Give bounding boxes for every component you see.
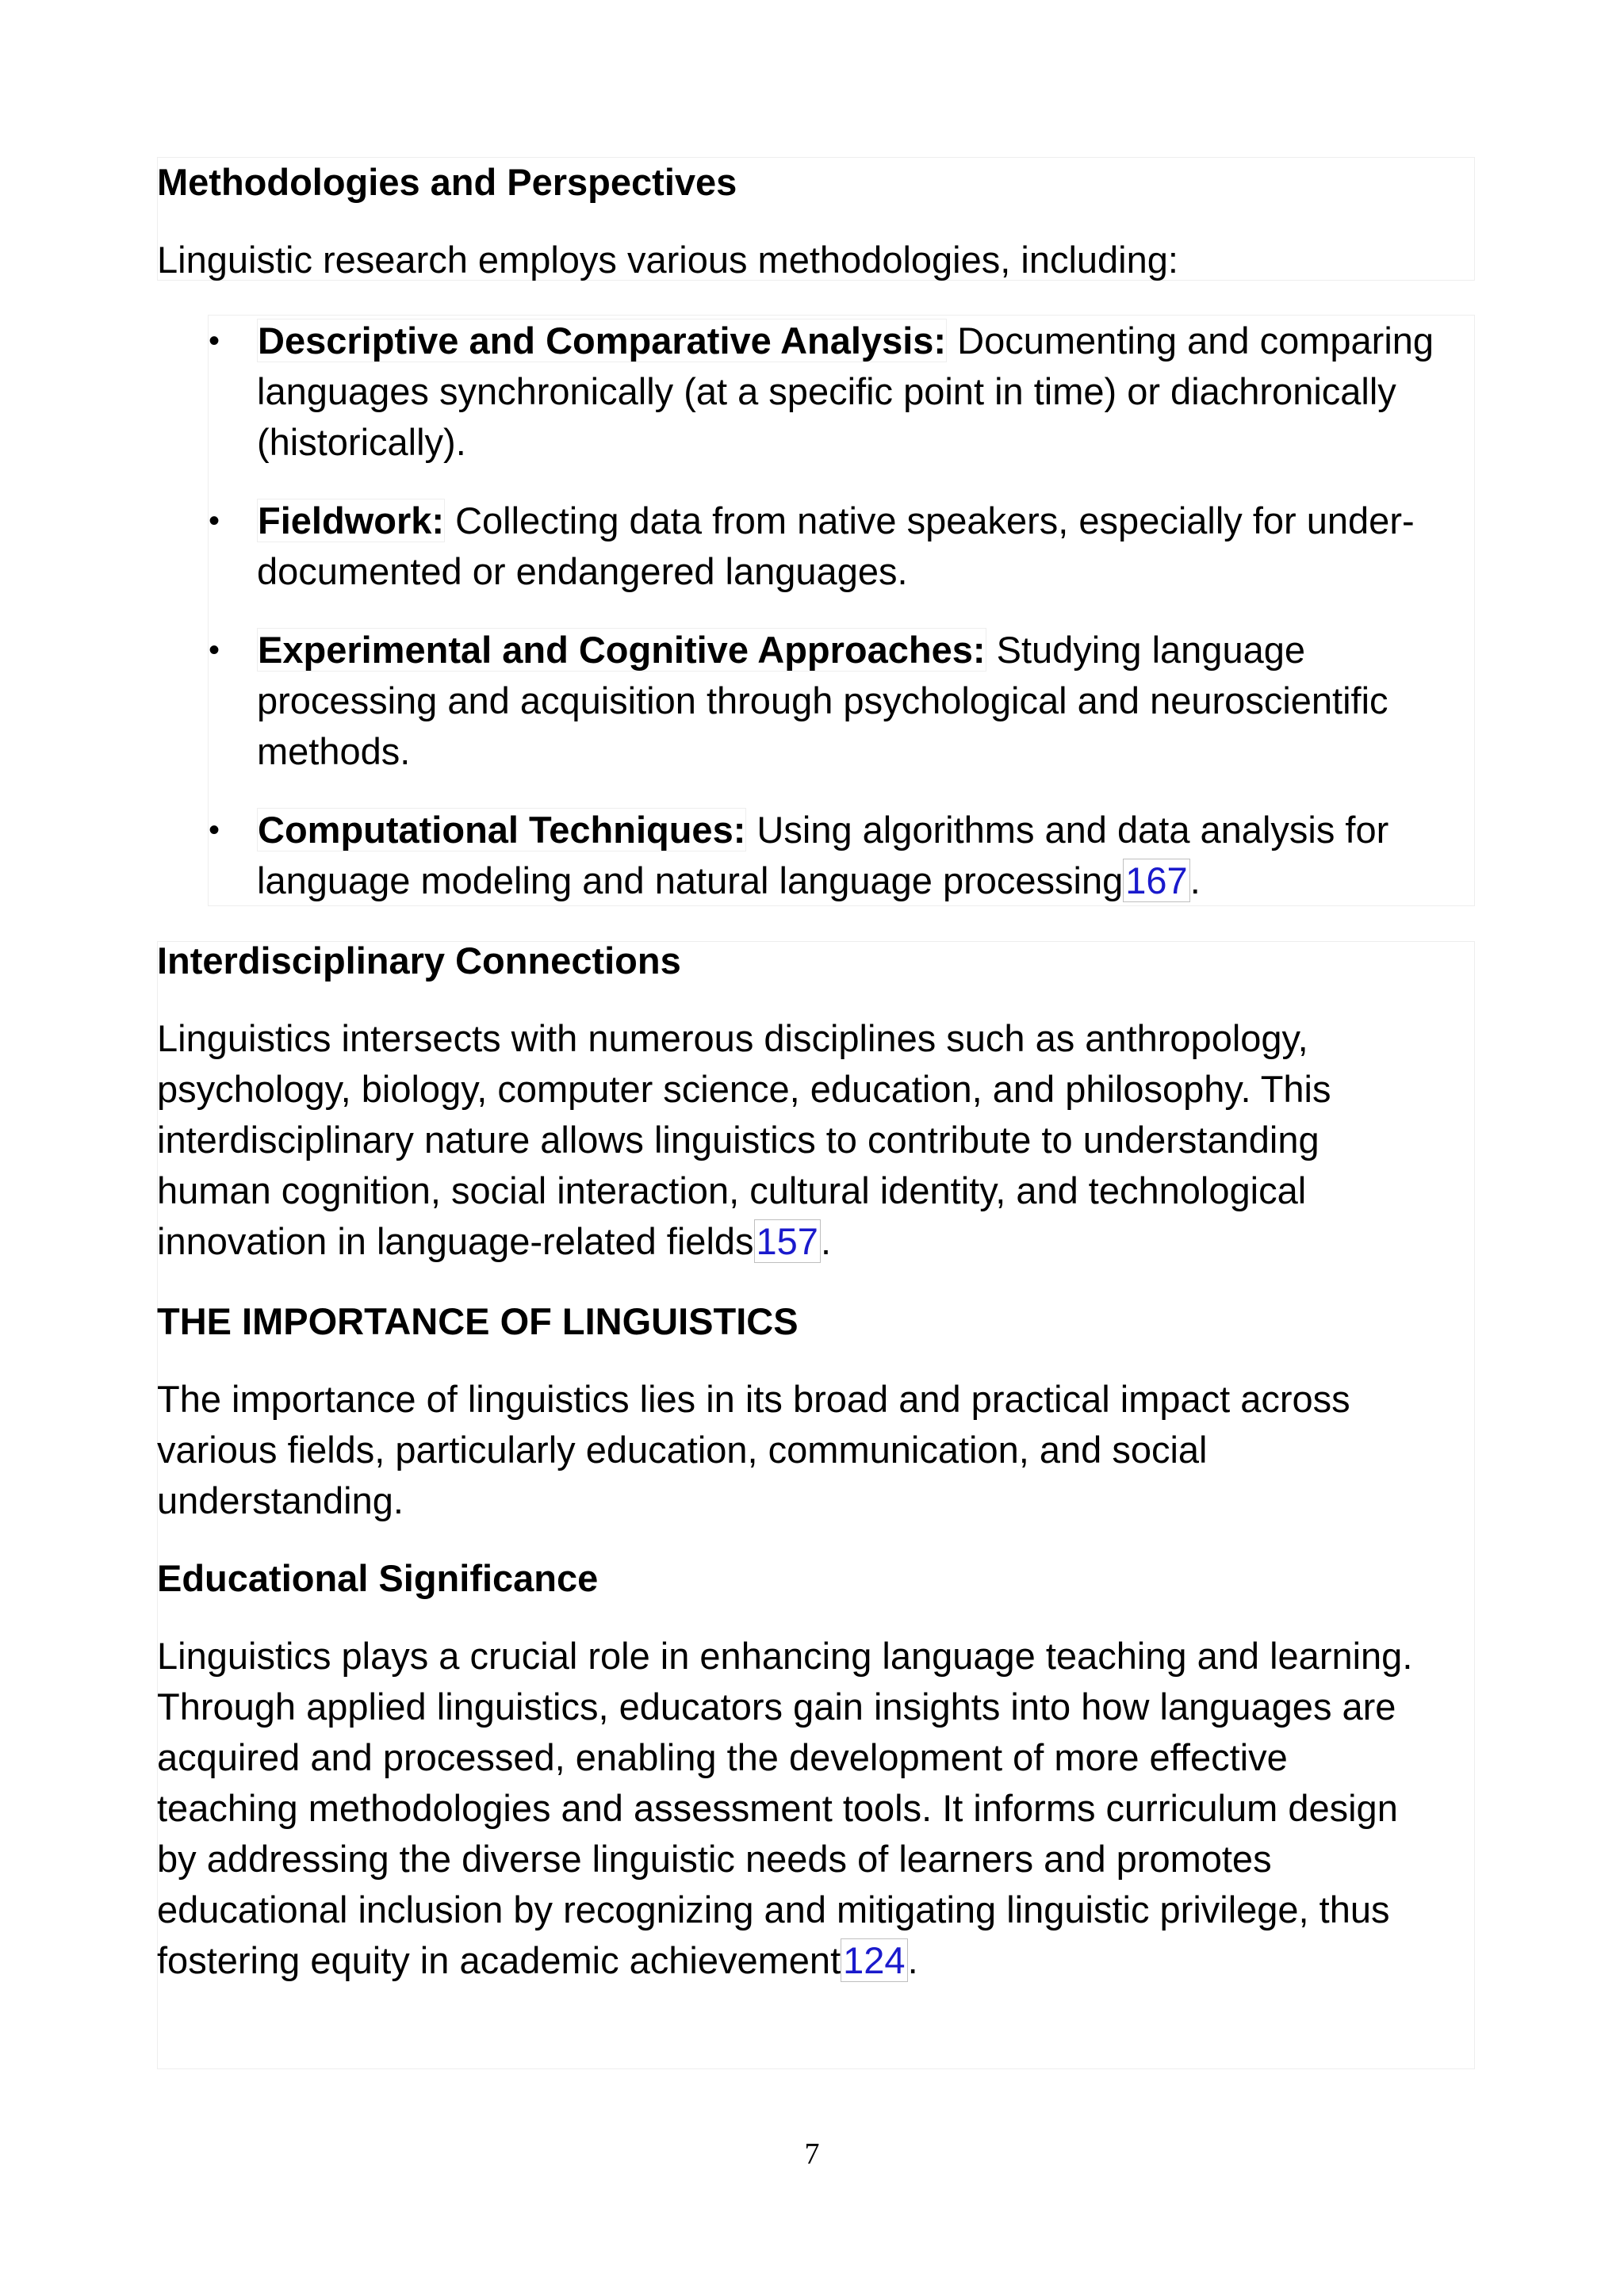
page-number: 7	[804, 2137, 820, 2171]
list-item-term: Fieldwork:	[258, 499, 445, 541]
paragraph-line: by addressing the diverse linguistic needs of learners and promotes	[157, 1838, 1272, 1880]
section-heading-methodologies: Methodologies and Perspectives	[157, 161, 737, 203]
paragraph-line: Linguistics intersects with numerous disciplines such as anthropology,	[157, 1017, 1308, 1059]
bullet-icon: •	[209, 633, 220, 668]
paragraph-line: teaching methodologies and assessment tools. It informs curriculum design	[157, 1787, 1398, 1829]
paragraph-line: innovation in language-related fields	[157, 1220, 754, 1262]
list-item-text: Studying language processing and acquisition through psychological and neuroscientific methods.	[257, 629, 1388, 772]
section-heading-importance: THE IMPORTANCE OF LINGUISTICS	[157, 1300, 799, 1342]
paragraph-line: fostering equity in academic achievement	[157, 1939, 841, 1981]
paragraph-line: understanding.	[157, 1479, 404, 1521]
list-item-text: Collecting data from native speakers, especially for under-documented or endangered languages.	[257, 499, 1415, 592]
paragraph-line: acquired and processed, enabling the development of more effective	[157, 1736, 1288, 1778]
paragraph-line: educational inclusion by recognizing and mitigating linguistic privilege, thus	[157, 1888, 1390, 1931]
list-item-text: Documenting and comparing languages synchronically (at a specific point in time) or diachronically (historically).	[257, 320, 1434, 463]
paragraph-end: .	[907, 1939, 918, 1981]
list-item-term: Experimental and Cognitive Approaches:	[258, 629, 986, 671]
paragraph-end: .	[820, 1220, 832, 1262]
bullet-icon: •	[209, 813, 220, 848]
list-item-text-end: .	[1189, 859, 1201, 901]
paragraph-line: The importance of linguistics lies in its broad and practical impact across	[157, 1378, 1350, 1420]
citation-link[interactable]: 167	[1123, 859, 1189, 902]
list-item-text: Using algorithms and data analysis for language modeling and natural language processing	[257, 809, 1389, 901]
list-item-term: Computational Techniques:	[258, 809, 746, 851]
methods-intro: Linguistic research employs various methodologies, including:	[157, 239, 1178, 281]
paragraph-line: Through applied linguistics, educators gain insights into how languages are	[157, 1686, 1396, 1728]
paragraph-line: psychology, biology, computer science, education, and philosophy. This	[157, 1068, 1331, 1110]
section-heading-interdisciplinary: Interdisciplinary Connections	[157, 939, 681, 982]
paragraph-line: various fields, particularly education, communication, and social	[157, 1429, 1208, 1471]
bullet-icon: •	[209, 503, 220, 538]
paragraph-line: Linguistics plays a crucial role in enhancing language teaching and learning.	[157, 1635, 1413, 1677]
section-heading-educational: Educational Significance	[157, 1557, 599, 1599]
bullet-icon: •	[209, 323, 220, 358]
citation-link[interactable]: 124	[841, 1938, 907, 1982]
citation-link[interactable]: 157	[754, 1219, 821, 1263]
paragraph-line: interdisciplinary nature allows linguistics to contribute to understanding	[157, 1119, 1320, 1161]
paragraph-line: human cognition, social interaction, cultural identity, and technological	[157, 1169, 1307, 1211]
list-item-term: Descriptive and Comparative Analysis:	[258, 320, 947, 362]
